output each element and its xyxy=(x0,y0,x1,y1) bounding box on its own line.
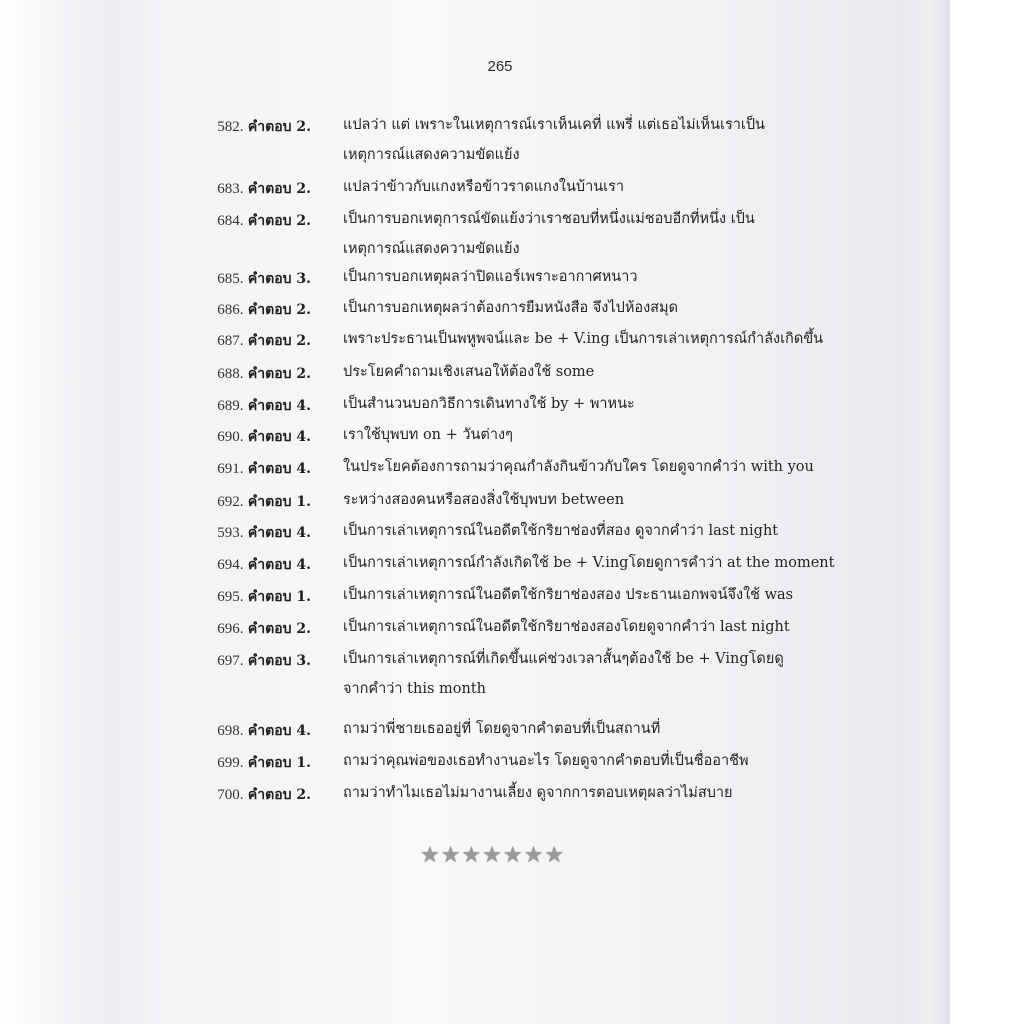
answer-number xyxy=(65,650,311,672)
answer-label: คำตอบ 2. xyxy=(247,302,311,318)
page-edge-shadow xyxy=(930,0,952,1024)
answer-number xyxy=(65,522,311,544)
answer-explanation: เป็นการบอกเหตุการณ์ขัดแย้งว่าเราชอบที่หนึ่งแม่ชอบอีกที่หนึ่ง เป็น xyxy=(343,211,755,227)
answer-number xyxy=(65,330,311,352)
answer-label: คำตอบ 4. xyxy=(247,525,311,541)
answer-number xyxy=(65,554,311,576)
answer-label: คำตอบ 4. xyxy=(247,429,311,445)
answer-explanation: เป็นการบอกเหตุผลว่าต้องการยืมหนังสือ จึงไปห้องสมุด xyxy=(343,300,679,316)
answer-explanation: ระหว่างสองคนหรือสองสิ่งใช้บุพบท between xyxy=(343,492,625,508)
answer-label: คำตอบ 3. xyxy=(247,271,311,287)
answer-explanation: เป็นการบอกเหตุผลว่าปิดแอร์เพราะอากาศหนาว xyxy=(343,269,638,285)
answer-explanation: เราใช้บุพบท on + วันต่างๆ xyxy=(343,427,513,443)
answer-explanation: เป็นการเล่าเหตุการณ์กำลังเกิดใช้ be + V.ingโดยดูการคำว่า at the moment xyxy=(343,555,835,571)
question-number: 698. xyxy=(217,723,244,739)
answer-number xyxy=(65,299,311,321)
question-number: 695. xyxy=(217,589,244,605)
answer-explanation: แปลว่าข้าวกับแกงหรือข้าวราดแกงในบ้านเรา xyxy=(343,179,625,195)
divider-stars: ★★★★★★★ xyxy=(420,843,566,868)
answer-label: คำตอบ 1. xyxy=(247,589,311,605)
answer-number xyxy=(65,178,311,200)
answer-label: คำตอบ 4. xyxy=(247,461,311,477)
question-number: 593. xyxy=(217,525,244,541)
answer-number xyxy=(65,491,311,513)
answer-explanation: ในประโยคต้องการถามว่าคุณกำลังกินข้าวกับใคร โดยดูจากคำว่า with you xyxy=(343,459,814,475)
question-number: 688. xyxy=(217,366,244,382)
answer-number xyxy=(65,720,311,742)
answer-label: คำตอบ 2. xyxy=(247,366,311,382)
question-number: 687. xyxy=(217,333,244,349)
answer-explanation: ถามว่าพี่ชายเธออยู่ที่ โดยดูจากคำตอบที่เป็นสถานที่ xyxy=(343,721,661,737)
answer-label: คำตอบ 4. xyxy=(247,723,311,739)
answer-explanation: เป็นการเล่าเหตุการณ์ในอดีตใช้กริยาช่องสอง ประธานเอกพจน์จึงใช้ was xyxy=(343,587,794,603)
question-number: 692. xyxy=(217,494,244,510)
question-number: 684. xyxy=(217,213,244,229)
question-number: 699. xyxy=(217,755,244,771)
answer-explanation: จากคำว่า this month xyxy=(343,681,486,697)
answer-label: คำตอบ 2. xyxy=(247,333,311,349)
answer-number xyxy=(65,268,311,290)
question-number: 691. xyxy=(217,461,244,477)
answer-number xyxy=(65,426,311,448)
question-number: 685. xyxy=(217,271,244,287)
page-number: 265 xyxy=(487,58,513,75)
question-number: 690. xyxy=(217,429,244,445)
answer-number xyxy=(65,618,311,640)
answer-explanation: เป็นสำนวนบอกวิธีการเดินทางใช้ by + พาหนะ xyxy=(343,396,635,412)
question-number: 582. xyxy=(217,119,244,135)
answer-explanation: เพราะประธานเป็นพหูพจน์และ be + V.ing เป็นการเล่าเหตุการณ์กำลังเกิดขึ้น xyxy=(343,331,824,347)
answer-label: คำตอบ 1. xyxy=(247,494,311,510)
answer-label: คำตอบ 2. xyxy=(247,119,311,135)
answer-number xyxy=(65,395,311,417)
answer-explanation: เป็นการเล่าเหตุการณ์ในอดีตใช้กริยาช่องสองโดยดูจากคำว่า last night xyxy=(343,619,790,635)
question-number: 697. xyxy=(217,653,244,669)
answer-number xyxy=(65,586,311,608)
answer-label: คำตอบ 1. xyxy=(247,755,311,771)
answer-label: คำตอบ 4. xyxy=(247,557,311,573)
question-number: 689. xyxy=(217,398,244,414)
question-number: 696. xyxy=(217,621,244,637)
answer-explanation: แปลว่า แต่ เพราะในเหตุการณ์เราเห็นเคที่ แพรี่ แต่เธอไม่เห็นเราเป็น xyxy=(343,117,765,133)
answer-explanation: เหตุการณ์แสดงความขัดแย้ง xyxy=(343,241,520,257)
answer-number xyxy=(65,116,311,138)
answer-label: คำตอบ 2. xyxy=(247,181,311,197)
page-edge xyxy=(950,0,1024,1024)
answer-number xyxy=(65,458,311,480)
answer-label: คำตอบ 3. xyxy=(247,653,311,669)
answer-explanation: เป็นการเล่าเหตุการณ์ที่เกิดขึ้นแค่ช่วงเวลาสั้นๆต้องใช้ be + Vingโดยดู xyxy=(343,651,784,667)
question-number: 683. xyxy=(217,181,244,197)
answer-explanation: เหตุการณ์แสดงความขัดแย้ง xyxy=(343,147,520,163)
answer-label: คำตอบ 4. xyxy=(247,398,311,414)
answer-number xyxy=(65,784,311,806)
answer-number xyxy=(65,363,311,385)
question-number: 686. xyxy=(217,302,244,318)
answer-explanation: เป็นการเล่าเหตุการณ์ในอดีตใช้กริยาช่องที่สอง ดูจากคำว่า last night xyxy=(343,523,779,539)
question-number: 700. xyxy=(217,787,244,803)
answer-explanation: ถามว่าคุณพ่อของเธอทำงานอะไร โดยดูจากคำตอบที่เป็นชื่ออาชีพ xyxy=(343,753,749,769)
answer-explanation: ประโยคคำถามเชิงเสนอให้ต้องใช้ some xyxy=(343,364,595,380)
question-number: 694. xyxy=(217,557,244,573)
answer-number xyxy=(65,752,311,774)
answer-label: คำตอบ 2. xyxy=(247,213,311,229)
answer-label: คำตอบ 2. xyxy=(247,787,311,803)
answer-explanation: ถามว่าทำไมเธอไม่มางานเลี้ยง ดูจากการตอบเหตุผลว่าไม่สบาย xyxy=(343,785,733,801)
answer-number xyxy=(65,210,311,232)
answer-label: คำตอบ 2. xyxy=(247,621,311,637)
